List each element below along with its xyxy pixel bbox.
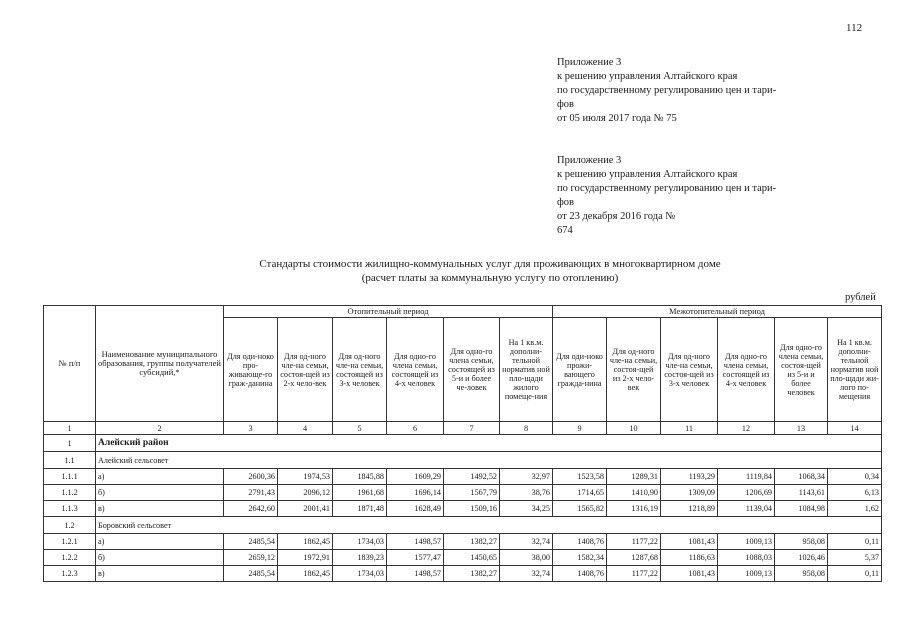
appendix-line: фов bbox=[557, 99, 575, 110]
value-cell: 1974,53 bbox=[278, 469, 333, 485]
column-number-row bbox=[44, 422, 882, 435]
table-row bbox=[44, 566, 882, 582]
header-interheating-col: Для од-ного чле-на семьи, состоя-щей из 3-х человек bbox=[661, 318, 718, 422]
column-number: 10 bbox=[607, 422, 661, 435]
value-cell: 1382,27 bbox=[444, 566, 500, 582]
column-number: 14 bbox=[828, 422, 882, 435]
appendix-line: от 05 июля 2017 года № 75 bbox=[557, 113, 677, 124]
column-number: 8 bbox=[500, 422, 553, 435]
region-name: Алейский район bbox=[96, 435, 882, 452]
value-cell: 1309,09 bbox=[661, 485, 718, 501]
settlement-name: Алейский сельсовет bbox=[96, 452, 882, 469]
value-cell: 1193,29 bbox=[661, 469, 718, 485]
header-heating-col: Для оди-ноко про-живающе-го граж-данина bbox=[224, 318, 278, 422]
value-cell: 1628,49 bbox=[387, 501, 444, 517]
table-row bbox=[44, 550, 882, 566]
appendix-note-2 bbox=[557, 154, 797, 238]
value-cell: 1139,04 bbox=[718, 501, 775, 517]
value-cell: 1316,19 bbox=[607, 501, 661, 517]
row-group: в) bbox=[96, 501, 224, 517]
appendix-line: Приложение 3 bbox=[557, 57, 622, 68]
value-cell: 32,74 bbox=[500, 534, 553, 550]
value-cell: 1177,22 bbox=[607, 566, 661, 582]
value-cell: 1382,27 bbox=[444, 534, 500, 550]
value-cell: 1567,79 bbox=[444, 485, 500, 501]
value-cell: 34,25 bbox=[500, 501, 553, 517]
row-group: б) bbox=[96, 485, 224, 501]
value-cell: 1714,65 bbox=[553, 485, 607, 501]
value-cell: 1081,43 bbox=[661, 534, 718, 550]
value-cell: 1509,16 bbox=[444, 501, 500, 517]
units-label: рублей bbox=[845, 292, 876, 303]
value-cell: 1177,22 bbox=[607, 534, 661, 550]
value-cell: 1068,34 bbox=[775, 469, 828, 485]
header-interheating-col: Для одно-го члена семьи, состоя-щей из 5-и и более человек bbox=[775, 318, 828, 422]
value-cell: 32,97 bbox=[500, 469, 553, 485]
value-cell: 1845,88 bbox=[333, 469, 387, 485]
value-cell: 1009,13 bbox=[718, 566, 775, 582]
value-cell: 32,74 bbox=[500, 566, 553, 582]
region-row bbox=[44, 435, 882, 452]
header-number: № п/п bbox=[44, 306, 96, 422]
value-cell: 0,34 bbox=[828, 469, 882, 485]
appendix-note-1 bbox=[557, 56, 797, 126]
value-cell: 1582,34 bbox=[553, 550, 607, 566]
appendix-line: по государственному регулированию цен и тари- bbox=[557, 85, 777, 96]
title-line: (расчет платы за коммунальную услугу по отоплению) bbox=[361, 272, 619, 284]
value-cell: 2485,54 bbox=[224, 566, 278, 582]
column-number: 4 bbox=[278, 422, 333, 435]
value-cell: 2096,12 bbox=[278, 485, 333, 501]
value-cell: 1523,58 bbox=[553, 469, 607, 485]
page-number: 112 bbox=[846, 22, 863, 34]
header-heating-period: Отопительный период bbox=[224, 306, 553, 318]
value-cell: 1143,61 bbox=[775, 485, 828, 501]
header-heating-col: Для одно-го члена семьи, состоящей из 4-х человек bbox=[387, 318, 444, 422]
value-cell: 958,08 bbox=[775, 566, 828, 582]
value-cell: 1026,46 bbox=[775, 550, 828, 566]
settlement-name: Боровский сельсовет bbox=[96, 517, 882, 534]
table-row bbox=[44, 469, 882, 485]
value-cell: 1186,63 bbox=[661, 550, 718, 566]
appendix-line: фов bbox=[557, 197, 575, 208]
header-heating-col: На 1 кв.м. дополни-тельной норматив ной пло-щади жилого помеще-ния bbox=[500, 318, 553, 422]
value-cell: 5,37 bbox=[828, 550, 882, 566]
value-cell: 1492,52 bbox=[444, 469, 500, 485]
row-code: 1.1.2 bbox=[44, 485, 96, 501]
row-code: 1.2.3 bbox=[44, 566, 96, 582]
value-cell: 2600,36 bbox=[224, 469, 278, 485]
column-number: 2 bbox=[96, 422, 224, 435]
value-cell: 1961,68 bbox=[333, 485, 387, 501]
value-cell: 1084,98 bbox=[775, 501, 828, 517]
value-cell: 2642,60 bbox=[224, 501, 278, 517]
value-cell: 1734,03 bbox=[333, 534, 387, 550]
appendix-line: по государственному регулированию цен и тари- bbox=[557, 183, 777, 194]
column-number: 9 bbox=[553, 422, 607, 435]
value-cell: 1696,14 bbox=[387, 485, 444, 501]
column-number: 13 bbox=[775, 422, 828, 435]
appendix-line: 674 bbox=[557, 225, 573, 236]
row-code: 1.2.1 bbox=[44, 534, 96, 550]
value-cell: 1408,76 bbox=[553, 534, 607, 550]
header-heating-col: Для од-ного чле-на семьи, состоящей из 3-х человек bbox=[333, 318, 387, 422]
row-code: 1.1.3 bbox=[44, 501, 96, 517]
header-heating-col: Для одно-го члена семьи, состоящей из 5-и и более че-ловек bbox=[444, 318, 500, 422]
header-municipality: Наименование муниципального образования, группы получателей субсидий,* bbox=[96, 306, 224, 422]
settlement-code: 1.1 bbox=[44, 452, 96, 469]
value-cell: 1009,13 bbox=[718, 534, 775, 550]
value-cell: 958,08 bbox=[775, 534, 828, 550]
value-cell: 0,11 bbox=[828, 534, 882, 550]
region-code: 1 bbox=[44, 435, 96, 452]
document-title bbox=[90, 257, 890, 285]
column-number: 11 bbox=[661, 422, 718, 435]
row-group: в) bbox=[96, 566, 224, 582]
value-cell: 1287,68 bbox=[607, 550, 661, 566]
value-cell: 1410,90 bbox=[607, 485, 661, 501]
value-cell: 1498,57 bbox=[387, 566, 444, 582]
table-row bbox=[44, 534, 882, 550]
appendix-line: Приложение 3 bbox=[557, 155, 622, 166]
row-code: 1.1.1 bbox=[44, 469, 96, 485]
title-line: Стандарты стоимости жилищно-коммунальных услуг для проживающих в многоквартирном доме bbox=[259, 258, 721, 270]
value-cell: 1839,23 bbox=[333, 550, 387, 566]
value-cell: 38,76 bbox=[500, 485, 553, 501]
value-cell: 1289,31 bbox=[607, 469, 661, 485]
value-cell: 1450,65 bbox=[444, 550, 500, 566]
value-cell: 1498,57 bbox=[387, 534, 444, 550]
column-number: 7 bbox=[444, 422, 500, 435]
column-number: 3 bbox=[224, 422, 278, 435]
settlement-code: 1.2 bbox=[44, 517, 96, 534]
column-number: 12 bbox=[718, 422, 775, 435]
value-cell: 2001,41 bbox=[278, 501, 333, 517]
value-cell: 1,62 bbox=[828, 501, 882, 517]
value-cell: 1972,91 bbox=[278, 550, 333, 566]
value-cell: 1862,45 bbox=[278, 534, 333, 550]
column-number: 5 bbox=[333, 422, 387, 435]
header-interheating-col: На 1 кв.м. дополни-тельной норматив ной пло-щади жи-лого по-мещения bbox=[828, 318, 882, 422]
header-interheating-col: Для оди-ноко прожи-вающего гражда-нина bbox=[553, 318, 607, 422]
settlement-row bbox=[44, 517, 882, 534]
column-number: 6 bbox=[387, 422, 444, 435]
value-cell: 1577,47 bbox=[387, 550, 444, 566]
value-cell: 1119,84 bbox=[718, 469, 775, 485]
value-cell: 1862,45 bbox=[278, 566, 333, 582]
value-cell: 1565,82 bbox=[553, 501, 607, 517]
appendix-line: от 23 декабря 2016 года № bbox=[557, 211, 676, 222]
row-group: а) bbox=[96, 469, 224, 485]
value-cell: 2485,54 bbox=[224, 534, 278, 550]
value-cell: 1088,03 bbox=[718, 550, 775, 566]
header-interheating-period: Межотопительный период bbox=[553, 306, 882, 318]
value-cell: 2791,43 bbox=[224, 485, 278, 501]
column-number: 1 bbox=[44, 422, 96, 435]
value-cell: 1206,69 bbox=[718, 485, 775, 501]
table-row bbox=[44, 501, 882, 517]
header-heating-col: Для од-ного чле-на семьи, состоя-щей из 2-х чело-век bbox=[278, 318, 333, 422]
appendix-line: к решению управления Алтайского края bbox=[557, 71, 738, 82]
value-cell: 1871,48 bbox=[333, 501, 387, 517]
settlement-row bbox=[44, 452, 882, 469]
appendix-line: к решению управления Алтайского края bbox=[557, 169, 738, 180]
value-cell: 38,00 bbox=[500, 550, 553, 566]
row-group: б) bbox=[96, 550, 224, 566]
header-interheating-col: Для од-ного чле-на семьи, состоя-щей из 2-х чело-век bbox=[607, 318, 661, 422]
value-cell: 1218,89 bbox=[661, 501, 718, 517]
row-code: 1.2.2 bbox=[44, 550, 96, 566]
value-cell: 0,11 bbox=[828, 566, 882, 582]
row-group: а) bbox=[96, 534, 224, 550]
tariff-table bbox=[43, 305, 882, 582]
value-cell: 6,13 bbox=[828, 485, 882, 501]
header-interheating-col: Для одно-го члена семьи, состоящей из 4-х человек bbox=[718, 318, 775, 422]
value-cell: 1734,03 bbox=[333, 566, 387, 582]
value-cell: 1408,76 bbox=[553, 566, 607, 582]
table-row bbox=[44, 485, 882, 501]
value-cell: 2659,12 bbox=[224, 550, 278, 566]
value-cell: 1081,43 bbox=[661, 566, 718, 582]
value-cell: 1609,29 bbox=[387, 469, 444, 485]
